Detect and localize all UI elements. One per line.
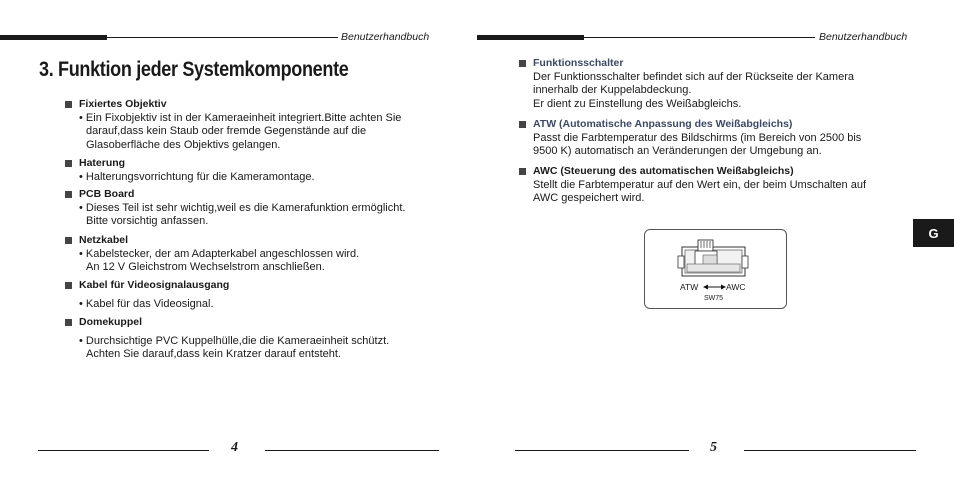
section-heading: PCB Board	[64, 188, 405, 202]
section-funktionsschalter	[518, 57, 854, 111]
footer-rule-left	[38, 450, 209, 451]
body-line: Bitte vorsichtig anfassen.	[86, 215, 209, 227]
body-line: • Kabelstecker, der am Adapterkabel angeschlossen wird.	[79, 247, 360, 260]
section-domekuppel	[64, 316, 389, 362]
page-title: 3. Funktion jeder Systemkomponente	[39, 58, 349, 81]
header-label: Benutzerhandbuch	[819, 31, 908, 43]
header-rule	[584, 37, 815, 38]
section-awc	[518, 165, 866, 206]
bullet-square-icon	[65, 237, 72, 244]
body-line: Glasoberfläche des Objektivs gelangen.	[86, 138, 281, 151]
bullet-square-icon	[519, 168, 526, 175]
switch-label-awc: AWC	[726, 282, 746, 292]
body-line: Passt die Farbtemperatur des Bildschirms (im Bereich von 2500 bis	[533, 131, 862, 144]
header-bar-thick	[477, 35, 584, 40]
section-pcb-board	[64, 188, 405, 229]
switch-part-number: SW75	[704, 295, 724, 302]
section-heading: AWC (Steuerung des automatischen Weißabgleichs)	[518, 165, 866, 179]
section-fixiertes-objektiv	[64, 98, 401, 152]
section-heading: Fixiertes Objektiv	[64, 98, 401, 112]
section-haterung	[64, 157, 315, 184]
switch-label-atw: ATW	[680, 282, 699, 292]
body-line: • Dieses Teil ist sehr wichtig,weil es die Kamerafunktion ermöglicht.	[79, 201, 406, 214]
header-label: Benutzerhandbuch	[341, 31, 430, 43]
section-heading: Kabel für Videosignalausgang	[64, 279, 229, 293]
footer-rule-left	[515, 450, 689, 451]
bullet-square-icon	[519, 121, 526, 128]
body-line: • Ein Fixobjektiv ist in der Kameraeinheit integriert.Bitte achten Sie	[79, 111, 402, 124]
body-line: AWC gespeichert wird.	[533, 192, 645, 204]
section-heading: Funktionsschalter	[518, 57, 854, 71]
footer-rule-right	[265, 450, 439, 451]
body-line: 9500 K) automatisch an Veränderungen der Umgebung an.	[533, 145, 822, 157]
section-heading: Domekuppel	[64, 316, 389, 330]
body-line: innerhalb der Kuppelabdeckung.	[533, 84, 692, 96]
section-heading: ATW (Automatische Anpassung des Weißabgleichs)	[518, 118, 861, 132]
section-kabel-videosignal	[64, 279, 229, 311]
body-line: Achten Sie darauf,dass kein Kratzer darauf entsteht.	[86, 348, 341, 360]
bullet-square-icon	[65, 160, 72, 167]
body-line: Stellt die Farbtemperatur auf den Wert ein, der beim Umschalten auf	[533, 178, 867, 191]
switch-diagram	[644, 229, 787, 309]
section-tab-g: G	[913, 219, 954, 247]
body-line: An 12 V Gleichstrom Wechselstrom anschließen.	[86, 261, 325, 273]
page-number: 5	[710, 440, 717, 455]
body-line: darauf,dass kein Staub oder fremde Gegenstände auf die	[86, 125, 367, 137]
body-line: • Durchsichtige PVC Kuppelhülle,die die Kameraeinheit schützt.	[79, 334, 390, 347]
header-bar-thick	[0, 35, 107, 40]
body-line: Er dient zu Einstellung des Weißabgleichs.	[533, 97, 742, 110]
section-atw	[518, 118, 861, 159]
bullet-square-icon	[65, 191, 72, 198]
section-netzkabel	[64, 234, 359, 275]
page-number: 4	[231, 440, 238, 455]
bullet-square-icon	[65, 101, 72, 108]
body-line: • Kabel für das Videosignal.	[79, 297, 214, 310]
header-rule	[107, 37, 338, 38]
bullet-square-icon	[65, 319, 72, 326]
footer-rule-right	[744, 450, 916, 451]
section-heading: Netzkabel	[64, 234, 359, 248]
bullet-square-icon	[65, 282, 72, 289]
body-line: Der Funktionsschalter befindet sich auf der Rückseite der Kamera	[533, 70, 854, 83]
bullet-square-icon	[519, 60, 526, 67]
section-heading: Haterung	[64, 157, 315, 171]
body-line: • Halterungsvorrichtung für die Kameramontage.	[79, 170, 315, 183]
